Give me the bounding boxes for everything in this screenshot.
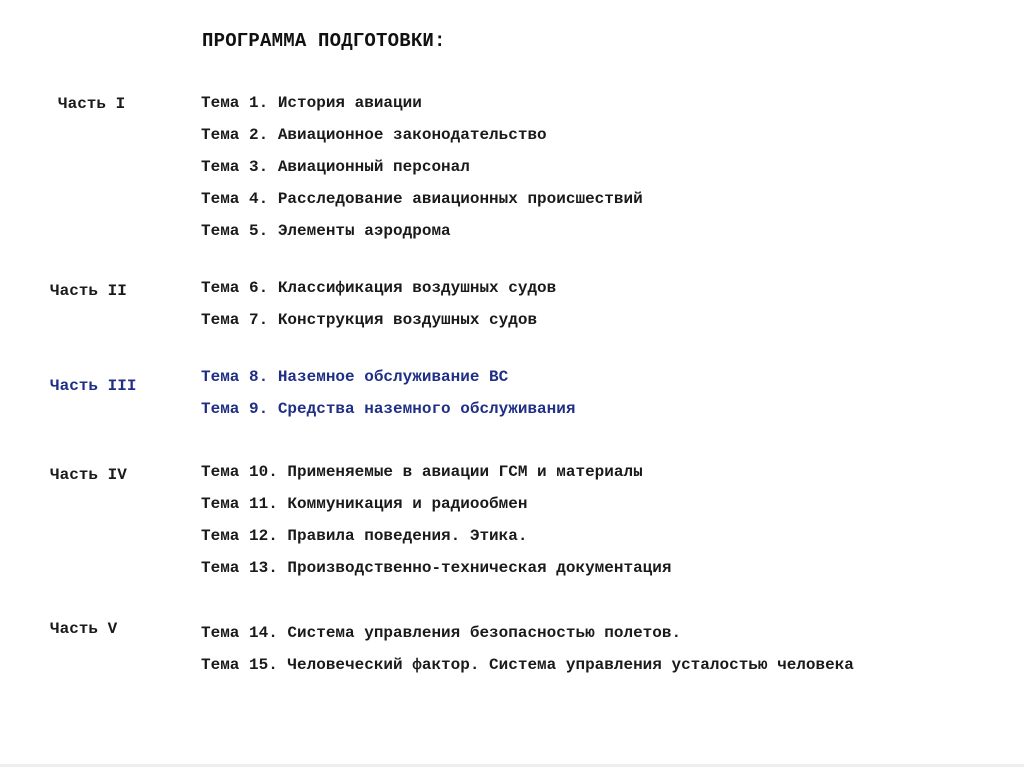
part-label-3: Часть III (50, 377, 137, 395)
topic-7: Тема 7. Конструкция воздушных судов (201, 311, 538, 329)
topic-6: Тема 6. Классификация воздушных судов (201, 279, 557, 297)
topic-1: Тема 1. История авиации (201, 94, 422, 112)
part-label-4: Часть IV (50, 466, 127, 484)
topic-4: Тема 4. Расследование авиационных происшествий (201, 190, 643, 208)
topic-10: Тема 10. Применяемые в авиации ГСМ и материалы (201, 463, 643, 481)
topic-3: Тема 3. Авиационный персонал (201, 158, 470, 176)
topic-2: Тема 2. Авиационное законодательство (201, 126, 547, 144)
topic-5: Тема 5. Элементы аэродрома (201, 222, 451, 240)
topic-13: Тема 13. Производственно-техническая документация (201, 559, 672, 577)
topic-8: Тема 8. Наземное обслуживание ВС (201, 368, 509, 386)
part-label-1: Часть I (58, 95, 126, 113)
part-label-5: Часть V (50, 620, 118, 638)
page-title: ПРОГРАММА ПОДГОТОВКИ: (202, 30, 446, 52)
topic-9: Тема 9. Средства наземного обслуживания (201, 400, 576, 418)
part-label-2: Часть II (50, 282, 127, 300)
topic-12: Тема 12. Правила поведения. Этика. (201, 527, 528, 545)
topic-15: Тема 15. Человеческий фактор. Система управления усталостью человека (201, 656, 854, 674)
topic-11: Тема 11. Коммуникация и радиообмен (201, 495, 528, 513)
topic-14: Тема 14. Система управления безопасностью полетов. (201, 624, 682, 642)
